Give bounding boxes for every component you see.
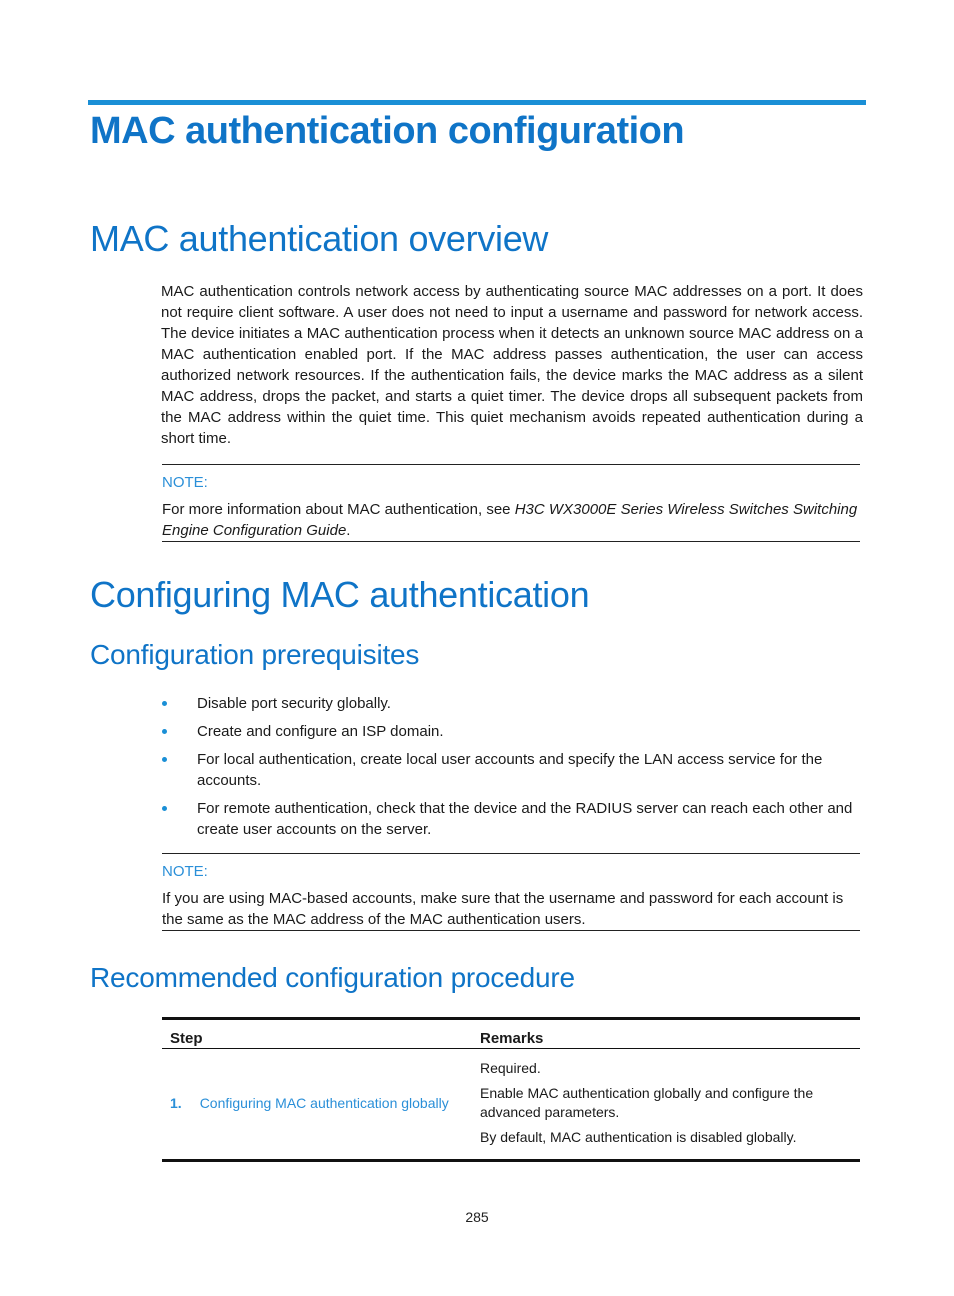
configuring-heading: Configuring MAC authentication <box>90 574 590 615</box>
list-item <box>161 721 863 742</box>
note-text: If you are using MAC-based accounts, make sure that the username and password for each account is the same as the MAC address of the MAC authentication users. <box>162 890 844 928</box>
bullet-icon <box>162 806 167 811</box>
step-link[interactable]: Configuring MAC authentication globally <box>199 1095 449 1111</box>
procedure-table <box>162 1017 860 1162</box>
page-number: 285 <box>465 1209 489 1225</box>
remark-line: Enable MAC authentication globally and configure the advanced parameters. <box>480 1085 814 1120</box>
list-item <box>161 798 863 840</box>
bullet-icon <box>162 757 167 762</box>
note-text <box>162 499 860 541</box>
note-guide-title: H3C WX3000E Series Wireless Switches Switching Engine Configuration Guide <box>162 501 858 539</box>
list-item-text: Disable port security globally. <box>197 695 391 712</box>
prerequisites-heading: Configuration prerequisites <box>90 639 420 670</box>
chapter-top-rule <box>88 100 866 105</box>
list-item <box>161 749 863 791</box>
list-item-text: For remote authentication, check that the device and the RADIUS server can reach each other and create user accounts on the server. <box>197 800 853 838</box>
step-number: 1. <box>170 1095 182 1111</box>
list-item-text: Create and configure an ISP domain. <box>197 723 444 740</box>
chapter-title: MAC authentication configuration <box>90 110 685 152</box>
prerequisites-note <box>162 853 860 931</box>
overview-note <box>162 464 860 542</box>
bullet-icon <box>162 729 167 734</box>
list-item-text: For local authentication, create local user accounts and specify the LAN access service for the accounts. <box>197 751 823 789</box>
remark-line: By default, MAC authentication is disabled globally. <box>480 1129 797 1145</box>
step-cell <box>162 1049 472 1161</box>
procedure-heading: Recommended configuration procedure <box>90 962 575 993</box>
note-text-after: . <box>346 522 351 539</box>
overview-paragraph: MAC authentication controls network access by authenticating source MAC addresses on a port. It does not require client software. A user does not need to input a username and password for network access. The device initiates a MAC authentication process when it detects an unknown source MAC address on a MAC authentication enabled port. If the MAC address passes authentication, the user can access authorized network resources. If the authentication fails, the device marks the MAC address as a silent MAC address, drops the packet, and starts a quiet timer. The device drops all subsequent packets from the MAC address within the quiet time. This quiet mechanism avoids repeated authentication during a short time. <box>161 283 863 447</box>
table-header-row <box>162 1019 860 1049</box>
note-text-before: For more information about MAC authentication, see <box>162 501 515 518</box>
remarks-cell <box>472 1049 860 1161</box>
remark-line: Required. <box>480 1060 541 1076</box>
column-header-remarks: Remarks <box>472 1019 860 1049</box>
note-label: NOTE: <box>162 863 208 880</box>
prerequisites-list <box>161 693 863 847</box>
bullet-icon <box>162 701 167 706</box>
overview-heading: MAC authentication overview <box>90 218 549 259</box>
list-item <box>161 693 863 714</box>
table-row <box>162 1049 860 1161</box>
note-label: NOTE: <box>162 474 208 491</box>
column-header-step: Step <box>162 1019 472 1049</box>
